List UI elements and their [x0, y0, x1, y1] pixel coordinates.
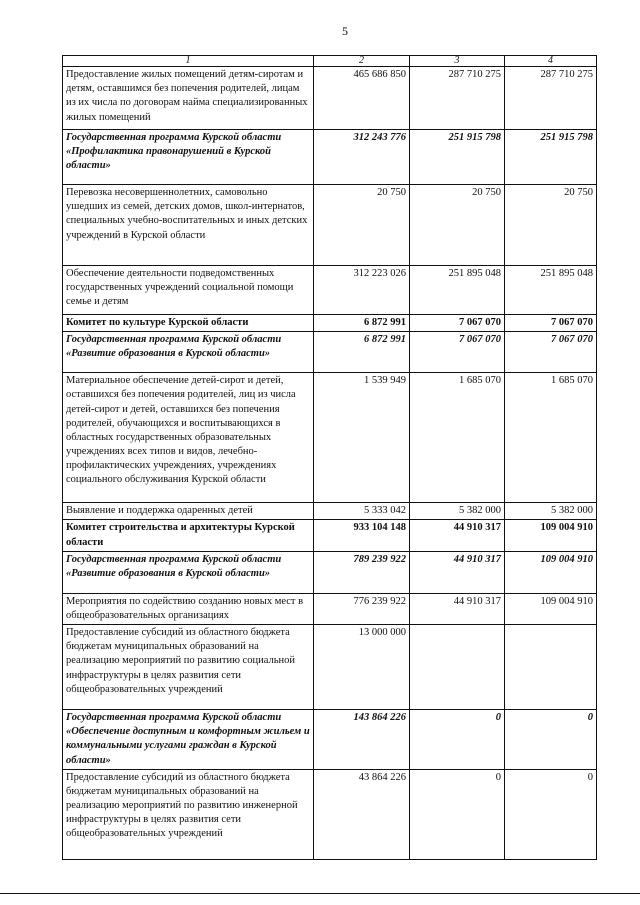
value-cell: 251 915 798 — [505, 130, 597, 185]
row-label: Перевозка несовершеннолетних, самовольно ушедших из семей, детских домов, школ-интернатов, специальных учебно-воспитательных и иных детских учреждений в Курской области — [63, 185, 314, 266]
value-cell: 20 750 — [314, 185, 410, 266]
column-header: 3 — [410, 56, 505, 67]
table-row — [63, 551, 597, 593]
table-row — [63, 67, 597, 130]
table-row — [63, 185, 597, 266]
row-label: Материальное обеспечение детей-сирот и детей, оставшихся без попечения родителей, лиц из числа детей-сирот и детей, оставшихся без попечения родителей, обучающихся и воспитывающихся в областных государственных образовательных учреждениях всех типов и видов, лечебно-профилактических учреждениях, учреждениях социального обслуживания Курской области — [63, 373, 314, 503]
table-row — [63, 593, 597, 624]
table-row — [63, 520, 597, 551]
table-row — [63, 266, 597, 315]
row-label: Мероприятия по содействию созданию новых мест в общеобразовательных организациях — [63, 593, 314, 624]
value-cell — [505, 625, 597, 710]
value-cell: 20 750 — [410, 185, 505, 266]
value-cell: 44 910 317 — [410, 593, 505, 624]
value-cell: 20 750 — [505, 185, 597, 266]
value-cell: 251 915 798 — [410, 130, 505, 185]
budget-table — [62, 55, 597, 860]
value-cell: 312 223 026 — [314, 266, 410, 315]
value-cell: 1 685 070 — [410, 373, 505, 503]
value-cell: 109 004 910 — [505, 520, 597, 551]
value-cell: 43 864 226 — [314, 769, 410, 859]
value-cell: 312 243 776 — [314, 130, 410, 185]
column-header: 1 — [63, 56, 314, 67]
table-row — [63, 503, 597, 520]
table-row — [63, 625, 597, 710]
value-cell: 0 — [505, 769, 597, 859]
value-cell: 109 004 910 — [505, 551, 597, 593]
value-cell: 5 382 000 — [505, 503, 597, 520]
table-row — [63, 332, 597, 373]
page-bottom-border — [0, 893, 640, 894]
row-label: Государственная программа Курской области «Развитие образования в Курской области» — [63, 332, 314, 373]
column-header: 4 — [505, 56, 597, 67]
value-cell: 251 895 048 — [505, 266, 597, 315]
value-cell: 0 — [410, 710, 505, 770]
row-label: Государственная программа Курской области «Обеспечение доступным и комфортным жильем и коммунальными услугами граждан в Курской области» — [63, 710, 314, 770]
value-cell: 933 104 148 — [314, 520, 410, 551]
value-cell: 7 067 070 — [505, 332, 597, 373]
value-cell: 0 — [505, 710, 597, 770]
value-cell: 5 333 042 — [314, 503, 410, 520]
value-cell: 287 710 275 — [410, 67, 505, 130]
value-cell: 1 685 070 — [505, 373, 597, 503]
page-number: 5 — [342, 24, 348, 38]
table-row — [63, 769, 597, 859]
value-cell: 143 864 226 — [314, 710, 410, 770]
value-cell: 109 004 910 — [505, 593, 597, 624]
row-label: Комитет по культуре Курской области — [63, 315, 314, 332]
value-cell: 6 872 991 — [314, 332, 410, 373]
table-row — [63, 373, 597, 503]
value-cell: 776 239 922 — [314, 593, 410, 624]
row-label: Предоставление жилых помещений детям-сиротам и детям, оставшимся без попечения родителей, лицам из их числа по договорам найма специализированных жилых помещений — [63, 67, 314, 130]
table-row — [63, 315, 597, 332]
value-cell: 287 710 275 — [505, 67, 597, 130]
value-cell: 251 895 048 — [410, 266, 505, 315]
value-cell: 7 067 070 — [410, 332, 505, 373]
value-cell: 5 382 000 — [410, 503, 505, 520]
value-cell: 7 067 070 — [410, 315, 505, 332]
value-cell: 7 067 070 — [505, 315, 597, 332]
row-label: Выявление и поддержка одаренных детей — [63, 503, 314, 520]
value-cell: 0 — [410, 769, 505, 859]
value-cell: 44 910 317 — [410, 551, 505, 593]
value-cell: 465 686 850 — [314, 67, 410, 130]
row-label: Государственная программа Курской области «Развитие образования в Курской области» — [63, 551, 314, 593]
value-cell — [410, 625, 505, 710]
row-label: Государственная программа Курской области «Профилактика правонарушений в Курской области» — [63, 130, 314, 185]
value-cell: 6 872 991 — [314, 315, 410, 332]
column-header: 2 — [314, 56, 410, 67]
value-cell: 1 539 949 — [314, 373, 410, 503]
row-label: Обеспечение деятельности подведомственных государственных учреждений социальной помощи семье и детям — [63, 266, 314, 315]
value-cell: 789 239 922 — [314, 551, 410, 593]
value-cell: 13 000 000 — [314, 625, 410, 710]
row-label: Предоставление субсидий из областного бюджета бюджетам муниципальных образований на реализацию мероприятий по развитию инженерной инфраструктуры в целях развития сети общеобразовательных учреждений — [63, 769, 314, 859]
value-cell: 44 910 317 — [410, 520, 505, 551]
table-row — [63, 710, 597, 770]
row-label: Комитет строительства и архитектуры Курской области — [63, 520, 314, 551]
table-row — [63, 130, 597, 185]
row-label: Предоставление субсидий из областного бюджета бюджетам муниципальных образований на реализацию мероприятий по развитию социальной инфраструктуры в целях развития сети общеобразовательных учреждений — [63, 625, 314, 710]
table-header-row — [63, 56, 597, 67]
